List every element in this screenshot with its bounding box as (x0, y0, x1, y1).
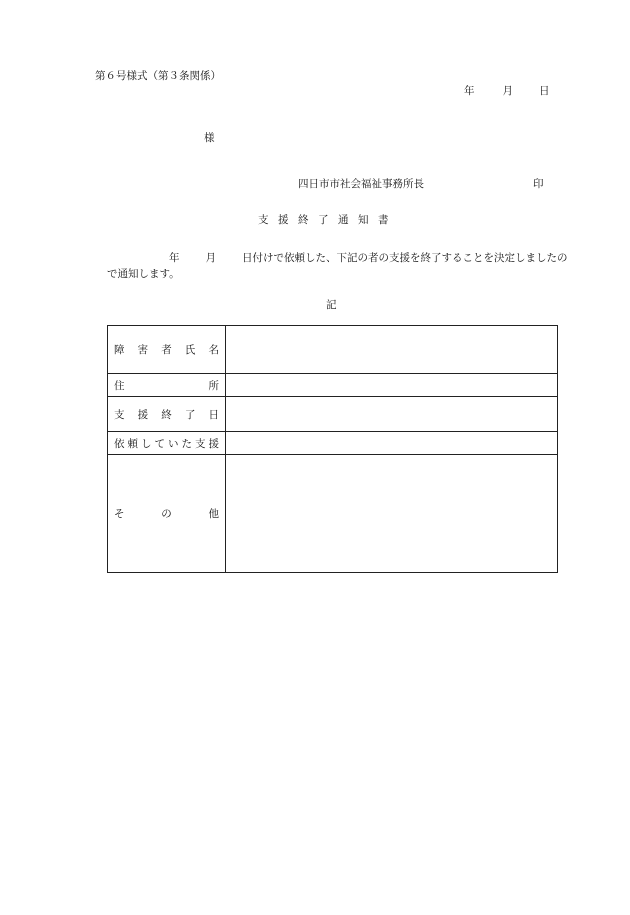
addressee-suffix: 様 (204, 132, 215, 144)
form-number: 第６号様式（第３条関係） (95, 70, 221, 82)
table-row (108, 432, 558, 455)
row-value-requested-support[interactable] (226, 432, 558, 455)
row-value-support-end-date[interactable] (226, 397, 558, 432)
date-line (464, 83, 550, 98)
date-year: 年 (464, 85, 475, 97)
label-disabled-person-name: 障 害 者 氏 名 (114, 344, 219, 356)
date-month: 月 (502, 85, 513, 97)
body-paragraph (107, 250, 577, 282)
row-label (108, 455, 226, 573)
record-table (107, 325, 558, 573)
row-value-other[interactable] (226, 455, 558, 573)
row-label (108, 326, 226, 374)
table-row (108, 455, 558, 573)
row-label (108, 397, 226, 432)
label-address: 住 所 (114, 379, 219, 392)
table-row (108, 326, 558, 374)
document-title: 支援終了通知書 (258, 214, 398, 226)
label-requested-support: 依 頼 し て い た 支 援 (114, 437, 219, 450)
row-label (108, 374, 226, 397)
label-support-end-date: 支 援 終 了 日 (114, 408, 219, 421)
row-label (108, 432, 226, 455)
seal-mark: 印 (533, 178, 544, 190)
row-value-address[interactable] (226, 374, 558, 397)
row-value-disabled-person-name[interactable] (226, 326, 558, 374)
body-month: 月 (205, 252, 216, 264)
body-year: 年 (169, 252, 180, 264)
table-row (108, 374, 558, 397)
date-day: 日 (539, 85, 550, 97)
label-other: そ の 他 (114, 508, 219, 520)
issuer-name: 四日市市社会福祉事務所長 (298, 178, 424, 190)
table-row (108, 397, 558, 432)
body-text: 日付けで依頼した、下記の者の支援を終了することを決定しましたので通知します。 (107, 252, 568, 280)
ki-heading: 記 (326, 299, 337, 311)
